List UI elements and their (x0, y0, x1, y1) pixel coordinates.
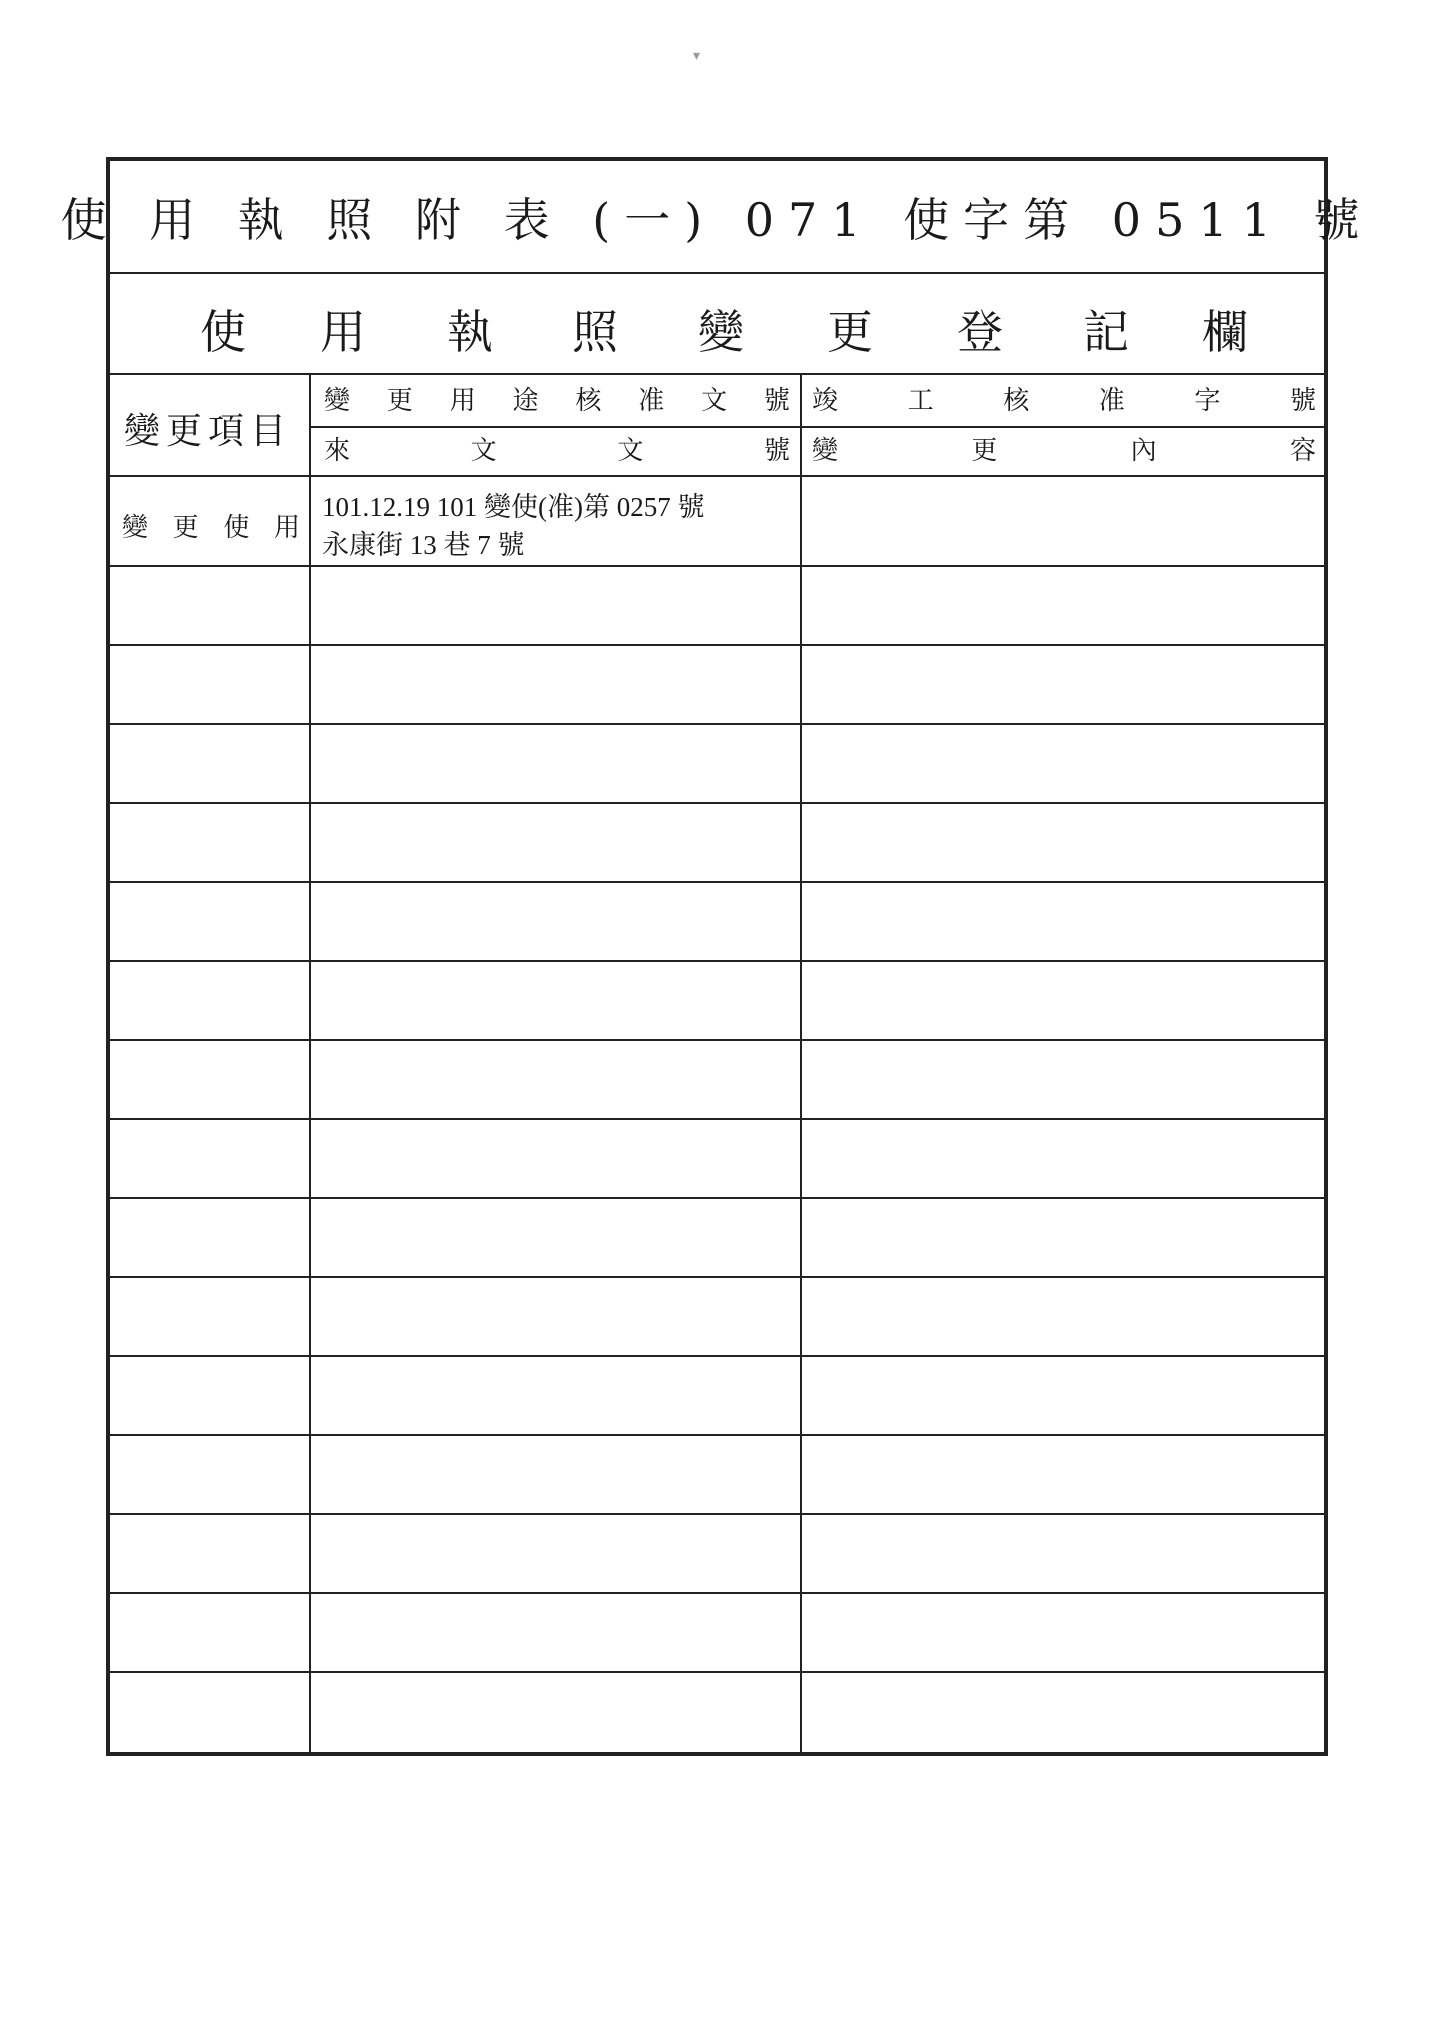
column-divider (800, 375, 802, 1756)
title-row (60, 161, 1374, 274)
item-char: 變 (122, 513, 149, 543)
row-divider (110, 960, 1324, 962)
page-title: 使 用 執 照 附 表 (一) 071 使字第 0511 號 (60, 192, 1374, 247)
header-char: 文 (470, 436, 497, 466)
header-char: 用 (449, 386, 476, 416)
header-char: 工 (907, 386, 934, 416)
subtitle-char: 用 (320, 305, 366, 359)
subtitle-char: 登 (957, 305, 1003, 359)
header-char: 途 (512, 386, 539, 416)
header-divider (310, 426, 1324, 428)
change-item-value (122, 507, 300, 544)
change-content-header (812, 436, 1316, 466)
header-char: 變 (812, 436, 839, 466)
subtitle-char: 使 (200, 305, 246, 359)
subtitle-row (110, 274, 1324, 375)
row-divider (110, 1039, 1324, 1041)
incoming-doc-header (324, 436, 790, 466)
header-char: 內 (1130, 436, 1157, 466)
completion-approval-header (812, 386, 1316, 416)
row-divider (110, 1197, 1324, 1199)
address-value: 永康街 13 巷 7 號 (322, 530, 525, 560)
header-char: 號 (763, 386, 790, 416)
row-divider (110, 1276, 1324, 1278)
row-divider (110, 644, 1324, 646)
header-char: 核 (1003, 386, 1030, 416)
header-char: 字 (1194, 386, 1221, 416)
subtitle-char: 欄 (1202, 305, 1248, 359)
approval-doc-header (324, 386, 790, 416)
header-char: 號 (1289, 386, 1316, 416)
header-char: 號 (763, 436, 790, 466)
row-divider (110, 1434, 1324, 1436)
approval-doc-value: 101.12.19 101 變使(准)第 0257 號 (322, 492, 705, 522)
change-item-header: 變更項目 (124, 411, 293, 452)
row-divider (110, 802, 1324, 804)
usage-license-attachment-table (60, 157, 1374, 1756)
row-divider (110, 1671, 1324, 1673)
header-char: 核 (575, 386, 602, 416)
row-divider (110, 881, 1324, 883)
subtitle-char: 執 (447, 305, 493, 359)
row-divider (110, 1118, 1324, 1120)
row-divider (110, 723, 1324, 725)
subtitle-char: 照 (572, 305, 618, 359)
item-char: 更 (172, 513, 199, 543)
header-char: 來 (324, 436, 351, 466)
row-divider (110, 1592, 1324, 1594)
header-char: 竣 (812, 386, 839, 416)
column-divider (309, 375, 311, 1756)
scan-mark: ▾ (693, 48, 701, 64)
header-char: 變 (324, 386, 351, 416)
header-char: 文 (617, 436, 644, 466)
header-char: 准 (638, 386, 665, 416)
header-char: 文 (701, 386, 728, 416)
item-char: 使 (223, 513, 250, 543)
item-char: 用 (273, 513, 300, 543)
header-char: 更 (971, 436, 998, 466)
subtitle-char: 更 (827, 305, 873, 359)
change-record-grid (110, 375, 1324, 1756)
header-char: 容 (1289, 436, 1316, 466)
subtitle-char: 變 (698, 305, 744, 359)
row-divider (110, 1513, 1324, 1515)
subtitle-char: 記 (1083, 305, 1129, 359)
row-divider (110, 1355, 1324, 1357)
header-char: 更 (386, 386, 413, 416)
table-row (110, 477, 1324, 565)
row-divider (110, 565, 1324, 567)
header-char: 准 (1098, 386, 1125, 416)
